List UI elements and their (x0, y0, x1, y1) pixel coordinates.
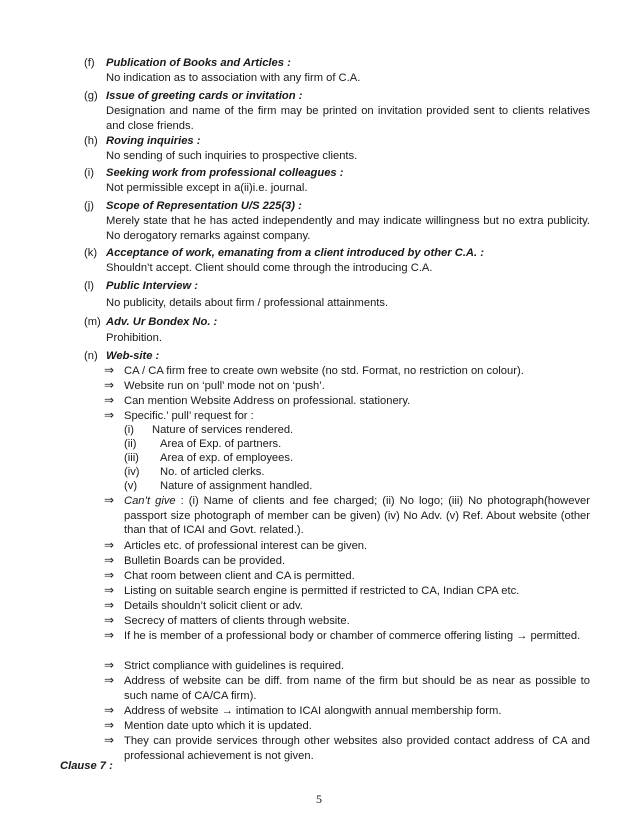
implies-arrow-icon: ⇒ (104, 703, 115, 717)
bullet-text: Chat room between client and CA is permitted. (124, 570, 355, 582)
bullet-text: Strict compliance with guidelines is required. (124, 660, 345, 672)
cant-give-text: : (i) Name of clients and fee charged; (ii) No logo; (iii) No photograph(however passport size photograph of member can be given) (iv) No Adv. (v) Ref. About website (other than that of ICAI and Govt. related.). (124, 495, 591, 537)
implies-arrow-icon: ⇒ (104, 673, 115, 687)
request-number: (i) (124, 424, 134, 436)
section-body: Merely state that he has acted independently and may indicate willingness but no extra publicity. No derogatory remarks against company. (106, 215, 590, 242)
bullet-text: Specific.’ pull’ request for : (124, 410, 254, 422)
implies-arrow-icon: ⇒ (104, 733, 115, 747)
section-label: (n) (84, 350, 98, 362)
implies-arrow-icon: ⇒ (104, 598, 115, 612)
cant-give-label: Can’t give (124, 495, 176, 507)
section-body: Shouldn’t accept. Client should come through the introducing C.A. (106, 262, 433, 274)
section-body: No publicity, details about firm / professional attainments. (106, 297, 389, 309)
section-label: (l) (84, 280, 94, 292)
section-label: (g) (84, 90, 98, 102)
section-title: Roving inquiries : (106, 135, 201, 147)
section-label: (m) (84, 316, 101, 328)
implies-arrow-icon: ⇒ (104, 553, 115, 567)
section-title: Seeking work from professional colleagues : (106, 167, 344, 179)
bullet-text: If he is member of a professional body or chamber of commerce offering listing → permitted. (124, 630, 581, 642)
section-title: Adv. Ur Bondex No. : (106, 316, 218, 328)
section-title: Public Interview : (106, 280, 199, 292)
bullet-text: Articles etc. of professional interest can be given. (124, 540, 368, 552)
bullet-text: Address of website can be diff. from name of the firm but should be as near as possible to such name of CA/CA firm). (124, 675, 590, 702)
bullet-text: Mention date upto which it is updated. (124, 720, 312, 732)
section-label: (i) (84, 167, 94, 179)
section-body: Not permissible except in a(ii)i.e. journal. (106, 182, 308, 194)
section-body: No indication as to association with any firm of C.A. (106, 72, 361, 84)
request-number: (iii) (124, 452, 139, 464)
section-title: Publication of Books and Articles : (106, 57, 291, 69)
bullet-text: CA / CA firm free to create own website (no std. Format, no restriction on colour). (124, 365, 524, 377)
bullet-text: Bulletin Boards can be provided. (124, 555, 286, 567)
implies-arrow-icon: ⇒ (104, 613, 115, 627)
implies-arrow-icon: ⇒ (104, 583, 115, 597)
implies-arrow-icon: ⇒ (104, 393, 115, 407)
bullet-text: Address of website → intimation to ICAI alongwith annual membership form. (124, 705, 502, 717)
implies-arrow-icon: ⇒ (104, 363, 115, 377)
bullet-text (124, 494, 590, 538)
implies-arrow-icon: ⇒ (104, 378, 115, 392)
request-text: Area of exp. of employees. (160, 452, 294, 464)
page-number: 5 (316, 792, 322, 806)
implies-arrow-icon: ⇒ (104, 408, 115, 422)
request-text: Area of Exp. of partners. (160, 438, 282, 450)
bullet-text: Details shouldn’t solicit client or adv. (124, 600, 303, 612)
section-body: Designation and name of the firm may be printed on invitation provided sent to clients relatives and close friends. (106, 105, 590, 132)
section-label: (j) (84, 200, 94, 212)
bullet-text: Website run on ‘pull’ mode not on ‘push’. (124, 380, 325, 392)
request-number: (ii) (124, 438, 137, 450)
bullet-text: They can provide services through other websites also provided contact address of CA and professional achievement is not given. (124, 735, 590, 762)
section-title: Scope of Representation U/S 225(3) : (106, 200, 302, 212)
bullet-text: Can mention Website Address on professional. stationery. (124, 395, 411, 407)
implies-arrow-icon: ⇒ (104, 628, 115, 642)
section-title: Acceptance of work, emanating from a client introduced by other C.A. : (106, 247, 484, 259)
implies-arrow-icon: ⇒ (104, 568, 115, 582)
request-number: (iv) (124, 466, 140, 478)
section-label: (f) (84, 57, 95, 69)
request-text: Nature of assignment handled. (160, 480, 313, 492)
section-label: (k) (84, 247, 98, 259)
section-body: Prohibition. (106, 332, 162, 344)
section-title: Web-site : (106, 350, 160, 362)
section-title: Issue of greeting cards or invitation : (106, 90, 303, 102)
clause-heading: Clause 7 : (60, 760, 113, 772)
implies-arrow-icon: ⇒ (104, 718, 115, 732)
section-body: No sending of such inquiries to prospective clients. (106, 150, 358, 162)
bullet-text: Listing on suitable search engine is permitted if restricted to CA, Indian CPA etc. (124, 585, 520, 597)
section-label: (h) (84, 135, 98, 147)
bullet-text: Secrecy of matters of clients through website. (124, 615, 350, 627)
request-text: No. of articled clerks. (160, 466, 265, 478)
request-number: (v) (124, 480, 138, 492)
request-text: Nature of services rendered. (152, 424, 294, 436)
implies-arrow-icon: ⇒ (104, 658, 115, 672)
implies-arrow-icon: ⇒ (104, 538, 115, 552)
implies-arrow-icon: ⇒ (104, 493, 115, 507)
